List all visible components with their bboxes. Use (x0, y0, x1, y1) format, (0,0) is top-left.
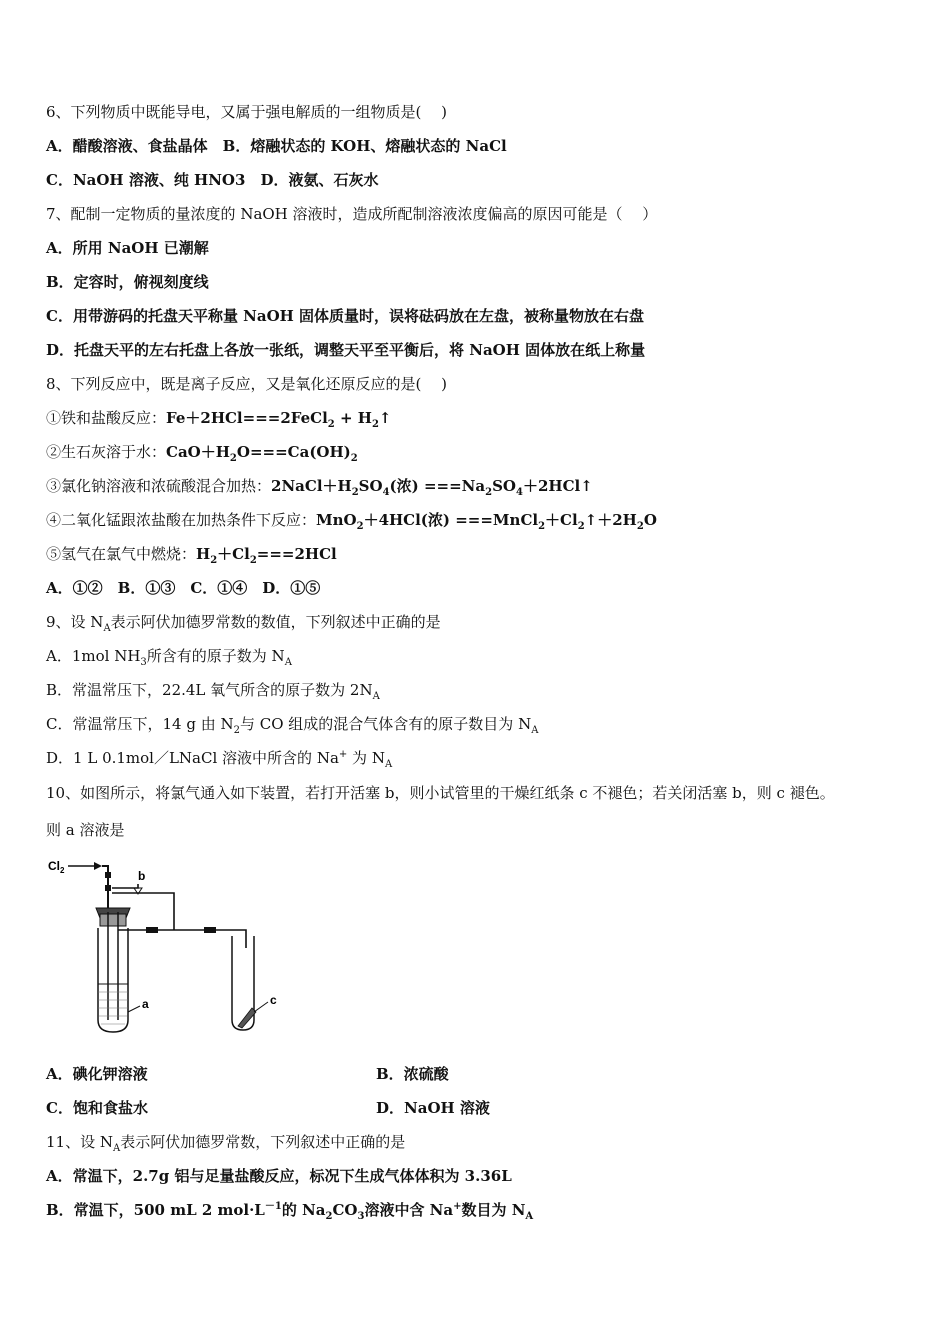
stopper-neck (100, 914, 126, 926)
q10-apparatus-figure (46, 852, 296, 1042)
q8-reaction-1: ①铁和盐酸反应：Fe＋2HCl===2FeCl$_2$ + $H_2↑$ (46, 409, 392, 430)
q9-option-a: A．1mol $NH_3$所含有的原子数为 $N_A$ (46, 647, 292, 668)
q6-stem: 6、下列物质中既能导电，又属于强电解质的一组物质是( ) (46, 103, 448, 121)
q10-stem-line1: 10、如图所示，将氯气通入如下装置，若打开活塞 b，则小试管里的干燥红纸条 c 不褪色；若关闭活塞 b，则 c 褪色。 (46, 784, 835, 802)
q7-option-d: D．托盘天平的左右托盘上各放一张纸，调整天平至平衡后，将 NaOH 固体放在纸上称量 (46, 341, 646, 359)
q8-reaction-2: ②生石灰溶于水：$CaO+H_2O===Ca(OH)_2$ (46, 443, 358, 464)
q7-option-c: C．用带游码的托盘天平称量 NaOH 固体质量时，误将砝码放在左盘，被称量物放在右盘 (46, 307, 645, 325)
label-a-pointer (128, 1006, 140, 1012)
rubber-joint-2 (204, 927, 216, 933)
label-c-pointer (254, 1002, 268, 1012)
q8-reaction-3: ③氯化钠溶液和浓硫酸混合加热：$2NaCl+H_2SO_4$(浓) $===Na_2SO_4+2HCl↑$ (46, 477, 593, 498)
q10-option-b: B．浓硫酸 (376, 1065, 449, 1083)
rubber-joint-1 (146, 927, 158, 933)
q7-option-b: B．定容时，俯视刻度线 (46, 273, 209, 291)
solution-a-label: a (142, 997, 149, 1011)
q8-reaction-4: ④二氧化锰跟浓盐酸在加热条件下反应：MnO$_2$＋4HCl(浓) $===MnCl_2+Cl_2↑+2H_2O$ (46, 511, 657, 532)
inlet-arrow-head (94, 862, 102, 870)
q7-stem: 7、配制一定物质的量浓度的 NaOH 溶液时，造成所配制溶液浓度偏高的原因可能是（ ） (46, 205, 658, 223)
q9-option-b: B．常温常压下，22.4L 氧气所含的原子数为 $2N_A$ (46, 681, 380, 702)
connector-top (105, 872, 111, 878)
q9-option-d: D．1 L 0.1mol／LNaCl 溶液中所含的 Na+ 为 $N_A$ (46, 749, 393, 770)
q10-option-a: A．碘化钾溶液 (46, 1065, 148, 1083)
q10-option-c: C．饱和食盐水 (46, 1099, 148, 1117)
q10-option-d: D．NaOH 溶液 (376, 1099, 490, 1117)
stopcock-b-label: b (138, 869, 146, 883)
connecting-tube (118, 930, 246, 948)
q6-options-ab: A．醋酸溶液、食盐晶体 B．熔融状态的 KOH、熔融状态的 NaCl (46, 137, 507, 155)
q7-option-a: A．所用 NaOH 已潮解 (46, 239, 209, 257)
q8-stem: 8、下列反应中，既是离子反应，又是氧化还原反应的是( ) (46, 375, 448, 393)
q6-options-cd: C．NaOH 溶液、纯 HNO3 D．液氨、石灰水 (46, 171, 379, 189)
q10-stem-line2: 则 a 溶液是 (46, 821, 125, 839)
q11-option-b: B．常温下，500 mL 2 $mol\cdot L^{-1}$的 $Na_2CO_3$溶液中含 Na+数目为 $N_A$ (46, 1201, 534, 1222)
cl2-label: $Cl_2$ (48, 859, 65, 875)
q9-option-c: C．常温常压下，14 g 由 $N_2$与 CO 组成的混合气体含有的原子数目为 $N_A$ (46, 715, 539, 736)
q9-stem: 9、设 $N_A$表示阿伏加德罗常数的数值，下列叙述中正确的是 (46, 613, 441, 634)
q11-option-a: A．常温下，2.7g 铝与足量盐酸反应，标况下生成气体体积为 3.36L (46, 1167, 512, 1185)
q11-stem: 11、设 $N_A$表示阿伏加德罗常数，下列叙述中正确的是 (46, 1133, 406, 1154)
stopcock-b-body (105, 885, 111, 891)
paper-c-label: c (270, 993, 277, 1007)
q8-reaction-5: ⑤氢气在氯气中燃烧：$H_2+Cl_2===2HCl$ (46, 545, 337, 566)
q8-options: A．①② B．①③ C．①④ D．①⑤ (46, 579, 321, 597)
liquid-a-hatching (98, 992, 128, 1024)
large-test-tube (98, 928, 128, 1032)
